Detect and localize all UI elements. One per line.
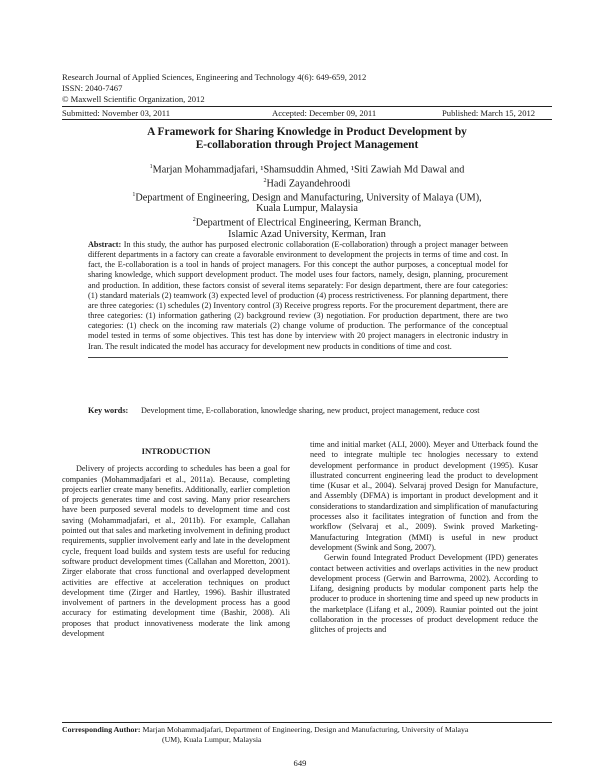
journal-citation: Research Journal of Applied Sciences, Engineering and Technology 4(6): 649-659, 2012: [62, 72, 367, 82]
author-block: [62, 162, 552, 240]
paper-title: [62, 126, 552, 152]
title-line-1: A Framework for Sharing Knowledge in Product Development by: [147, 126, 467, 138]
keywords-label: Key words:: [88, 406, 129, 415]
right-paragraph-2: Gerwin found Integrated Product Development (IPD) generates contact between activities and overlaps activities in the new product development process (Gerwin and Barrowma, 2002). According to Lifang, designing products by modular component parts help the producer to produce in shortening time and speed up new products in the marketplace (Lifang et al., 2009). Rauniar pointed out the joint collaboration in the processes of product development reduce the glitches of projects and: [310, 553, 538, 635]
affiliation-2-line-2: Islamic Azad University, Kerman, Iran: [228, 228, 386, 240]
corresponding-line-2: (UM), Kuala Lumpur, Malaysia: [162, 734, 262, 744]
abstract: [88, 240, 508, 352]
corresponding-author: [62, 722, 552, 744]
submission-dates: [62, 106, 552, 120]
abstract-label: Abstract:: [88, 240, 122, 249]
date-published: Published: March 15, 2012: [442, 108, 536, 118]
section-heading-introduction: INTRODUCTION: [141, 446, 211, 456]
title-line-2: E-collaboration through Project Management: [195, 139, 419, 151]
affiliation-1-line-1: $^1$Department of Engineering, Design and Manufacturing, University of Malaya (UM),: [132, 191, 482, 203]
right-paragraph-1: time and initial market (ALI, 2000). Meyer and Utterback found the need to integrate multiple tec hnologies necessary to extend development performance in product development (1995). Kusar illustrated concurrent engineering lead the product to development time (Kusar et al., 2004). Selvaraj proved Design for Manufacture, and Assembly (DFMA) is important in product development and it considerations to standardization and simplification of manufacturing processes also it facilitates integration of function and from the workflow (Selvaraj et al., 2009). Swink proved Marketing-Manufacturing Integration (MMI) is useful in new product development (Swink and Song, 2007).: [310, 440, 538, 552]
author-line-1: $^1$Marjan Mohammadjafari, ¹Shamsuddin Ahmed, ¹Siti Zawiah Md Dawal and: [149, 164, 465, 176]
corresponding-label: Corresponding Author:: [62, 725, 141, 734]
copyright: © Maxwell Scientific Organization, 2012: [62, 94, 205, 104]
issn: ISSN: 2040-7467: [62, 83, 123, 93]
affiliation-2-line-1: $^2$Department of Electrical Engineering, Kerman Branch,: [192, 216, 422, 229]
intro-paragraph-1: Delivery of projects according to schedules has been a goal for companies (Mohammadjafari et al., 2011a). Because, completing projects earlier create many benefits. Additionally, earlier completion of projects generates time and cost saving. Many prior researchers have been purposed several models to development time and cost saving (Mohammadjafari, et al., 2011b). For example, Callahan pointed out that sales and marketing involvement in defining product requirements, supplier involvement early and late in the development cycle, frequent load builds and system tests are useful for reducing software product development times (Callahan and Moretton, 2001). Zirger elaborate that cross functional and overlapped development activities are effective at acceleration techniques on product development time (Zirger and Hartley, 1996). Bashir illustrated involvement of partners in the development process has a good accuracy for estimating development time (Bashir, 2008). Ali proposes that product innovativeness moderate the link among development: [62, 464, 290, 639]
left-column: [62, 440, 290, 639]
keywords-text: Development time, E-collaboration, knowledge sharing, new product, project management, reduce cost: [141, 406, 480, 415]
right-column: [310, 440, 538, 636]
author-line-2: $^2$Hadi Zayandehroodi: [263, 177, 351, 190]
page-number: 649: [293, 758, 307, 768]
date-submitted: Submitted: November 03, 2011: [62, 108, 171, 118]
corresponding-line-1: Marjan Mohammadjafari, Department of Engineering, Design and Manufacturing, University of Malaya: [142, 725, 469, 734]
affiliation-1-line-2: Kuala Lumpur, Malaysia: [256, 203, 358, 215]
date-accepted: Accepted: December 09, 2011: [272, 108, 377, 118]
abstract-text: In this study, the author has purposed electronic collaboration (E-collaboration) through a project manager between different departments in a factory can create a favorable environment to development the projects in terms of time and cost. In fact, the E-collaboration is a tool in hands of project managers. For this concept the author purposes, a conceptual model for sharing knowledge, which support development product. The model uses four factors, namely, design, planning, procurement and production. In addition, these factors consist of several items separately: For design department, there are four categories: (1) standard materials (2) teamwork (3) expected level of production (4) process restrictiveness. For planning department, there are three categories: (1) schedules (2) Inventory control (3) Receive progress reports. For the procurement department, there are three categories: (1) information gathering (2) background review (3) negotiation. For production department, there are two categories: (1) check on the incoming raw materials (2) change volume of production. The performance of the conceptual model tested in terms of some objectives. This test has done by interview with 20 project managers in electronic industry in Iran. The result indicated the model has accuracy for development new products in conditions of time and cost.: [88, 240, 508, 351]
journal-header: [62, 72, 552, 105]
